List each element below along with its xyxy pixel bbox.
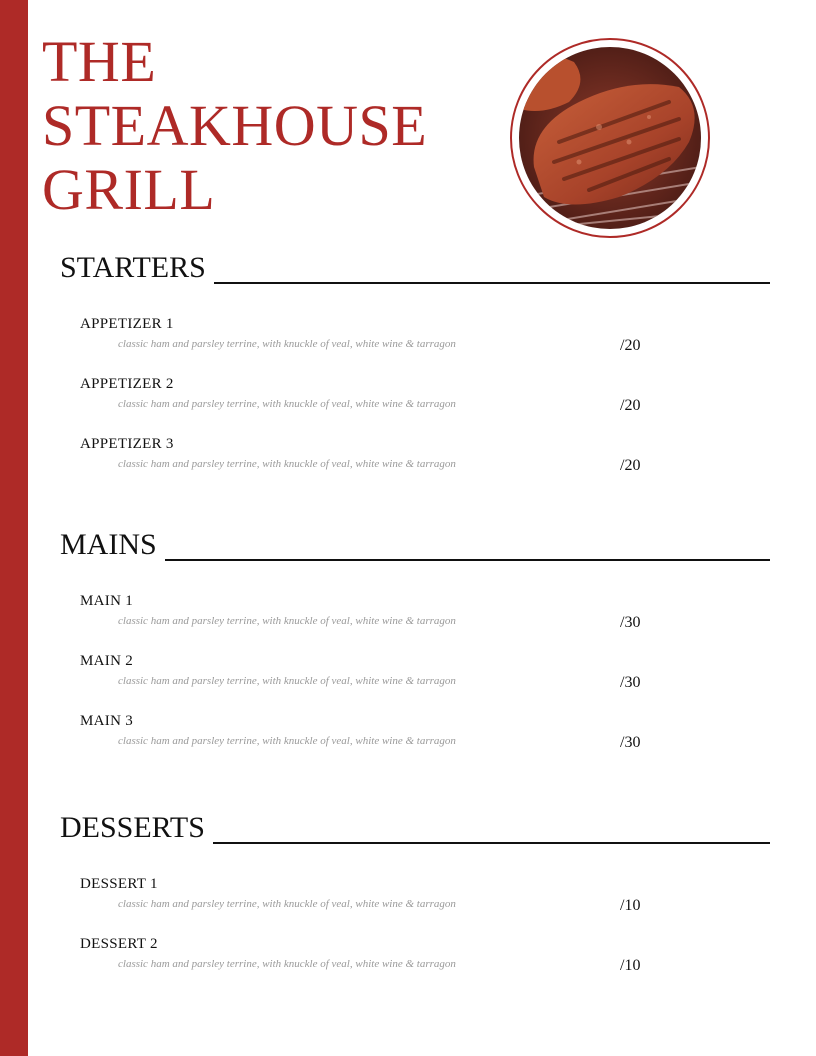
item-price: /30 [620,734,641,751]
item-name: DESSERT 2 [80,936,158,952]
menu-item [80,316,680,368]
menu-item [80,876,680,928]
section-rule [213,842,770,844]
item-description: classic ham and parsley terrine, with knuckle of veal, white wine & tarragon [118,735,456,747]
item-price: /30 [620,674,641,691]
section-title: STARTERS [60,251,206,284]
title-line: THE [42,29,157,94]
item-price: /10 [620,897,641,914]
menu-item [80,653,680,705]
item-name: MAIN 2 [80,653,134,669]
item-description: classic ham and parsley terrine, with knuckle of veal, white wine & tarragon [118,898,456,910]
item-description: classic ham and parsley terrine, with knuckle of veal, white wine & tarragon [118,675,456,687]
section-rule [214,282,770,284]
section-title: MAINS [60,528,157,561]
menu-item [80,936,680,988]
item-description: classic ham and parsley terrine, with knuckle of veal, white wine & tarragon [118,338,456,350]
item-price: /30 [620,614,641,631]
section-title: DESSERTS [60,811,205,844]
restaurant-title [42,30,427,222]
accent-side-bar [0,0,28,1056]
menu-item [80,713,680,765]
section-rule [165,559,770,561]
item-description: classic ham and parsley terrine, with knuckle of veal, white wine & tarragon [118,398,456,410]
item-description: classic ham and parsley terrine, with knuckle of veal, white wine & tarragon [118,615,456,627]
title-line: GRILL [42,157,216,222]
section-header-desserts [60,812,770,844]
steak-photo [519,47,701,229]
item-name: MAIN 1 [80,593,134,609]
item-description: classic ham and parsley terrine, with knuckle of veal, white wine & tarragon [118,458,456,470]
title-line: STEAKHOUSE [42,93,428,158]
item-price: /10 [620,957,641,974]
section-header-mains [60,529,770,561]
item-price: /20 [620,457,641,474]
item-name: DESSERT 1 [80,876,158,892]
section-header-starters [60,252,770,284]
item-description: classic ham and parsley terrine, with knuckle of veal, white wine & tarragon [118,958,456,970]
menu-item [80,436,680,488]
menu-item [80,593,680,645]
steak-photo-frame [510,38,710,238]
item-price: /20 [620,397,641,414]
item-name: APPETIZER 1 [80,316,174,332]
item-name: APPETIZER 2 [80,376,174,392]
item-name: MAIN 3 [80,713,134,729]
item-name: APPETIZER 3 [80,436,174,452]
item-price: /20 [620,337,641,354]
menu-item [80,376,680,428]
